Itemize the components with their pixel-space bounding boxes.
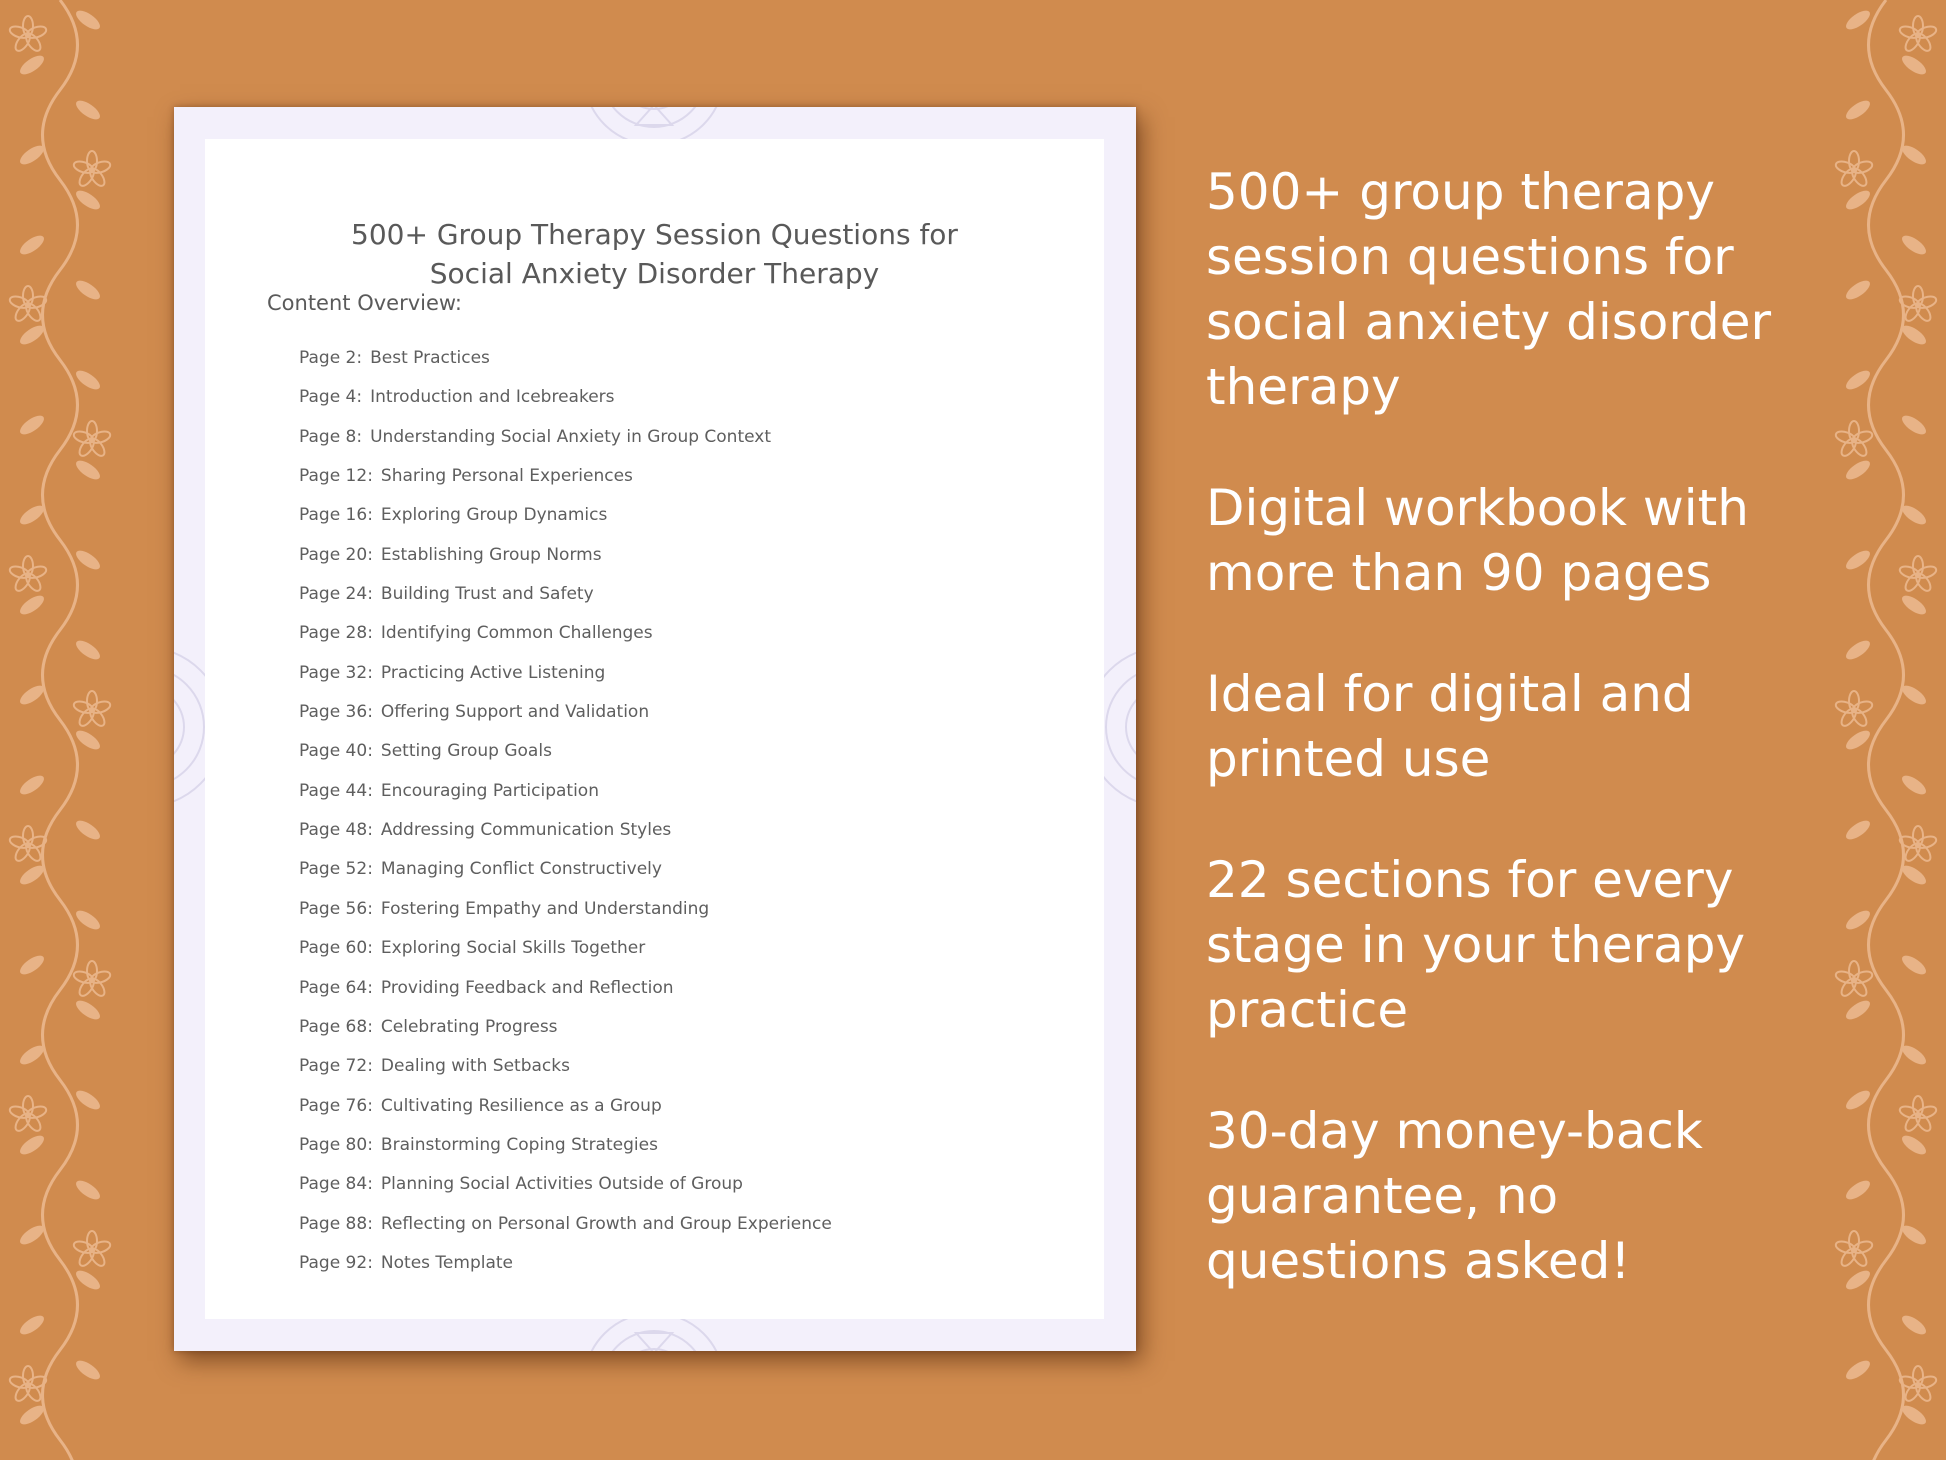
toc-section-title: Fostering Empathy and Understanding (380, 898, 710, 919)
toc-section-title: Introduction and Icebreakers (370, 387, 615, 408)
document-page (205, 139, 1104, 1319)
content-overview-heading: Content Overview: (267, 291, 462, 315)
toc-section-title: Addressing Communication Styles (380, 820, 672, 841)
toc-page-number: Page 92: (299, 1252, 373, 1273)
toc-section-title: Establishing Group Norms (380, 544, 602, 565)
toc-entry (299, 1250, 832, 1289)
toc-entry (299, 699, 832, 738)
feature-usage: Ideal for digital and printed use (1206, 665, 1694, 788)
toc-page-number: Page 52: (299, 859, 373, 880)
toc-page-number: Page 64: (299, 977, 373, 998)
toc-section-title: Understanding Social Anxiety in Group Context (370, 426, 772, 447)
toc-entry (299, 896, 832, 935)
toc-page-number: Page 36: (299, 702, 373, 723)
toc-entry (299, 1014, 832, 1053)
toc-page-number: Page 4: (299, 387, 363, 408)
toc-page-number: Page 76: (299, 1095, 373, 1116)
feature-questions: 500+ group therapy session questions for social anxiety disorder therapy (1206, 163, 1772, 416)
toc-section-title: Dealing with Setbacks (380, 1056, 570, 1077)
toc-page-number: Page 68: (299, 1016, 373, 1037)
toc-entry (299, 1132, 832, 1171)
toc-entry (299, 345, 832, 384)
toc-entry (299, 542, 832, 581)
toc-entry (299, 620, 832, 659)
toc-entry (299, 1211, 832, 1250)
toc-entry (299, 738, 832, 777)
table-of-contents (299, 345, 832, 1289)
toc-section-title: Practicing Active Listening (380, 662, 606, 683)
feature-guarantee: 30-day money-back guarantee, no questions asked! (1206, 1102, 1703, 1290)
toc-page-number: Page 56: (299, 898, 373, 919)
toc-page-number: Page 24: (299, 584, 373, 605)
toc-entry (299, 778, 832, 817)
toc-section-title: Identifying Common Challenges (380, 623, 653, 644)
toc-page-number: Page 32: (299, 662, 373, 683)
toc-page-number: Page 60: (299, 938, 373, 959)
toc-page-number: Page 20: (299, 544, 373, 565)
toc-page-number: Page 44: (299, 780, 373, 801)
toc-entry (299, 1093, 832, 1132)
toc-entry (299, 975, 832, 1014)
toc-page-number: Page 2: (299, 348, 363, 368)
toc-section-title: Exploring Group Dynamics (380, 505, 608, 526)
toc-entry (299, 856, 832, 895)
toc-page-number: Page 40: (299, 741, 373, 762)
toc-page-number: Page 8: (299, 426, 363, 447)
document-title-line2: Social Anxiety Disorder Therapy (429, 257, 880, 290)
toc-section-title: Offering Support and Validation (380, 702, 650, 723)
toc-page-number: Page 84: (299, 1174, 373, 1195)
toc-entry (299, 817, 832, 856)
toc-section-title: Setting Group Goals (380, 741, 552, 762)
feature-sections: 22 sections for every stage in your therapy practice (1206, 851, 1746, 1039)
toc-entry (299, 1053, 832, 1092)
toc-section-title: Reflecting on Personal Growth and Group Experience (380, 1213, 832, 1234)
toc-entry (299, 463, 832, 502)
toc-entry (299, 581, 832, 620)
document-title-line1: 500+ Group Therapy Session Questions for (351, 218, 958, 251)
toc-section-title: Celebrating Progress (380, 1016, 558, 1037)
toc-section-title: Notes Template (380, 1252, 513, 1273)
toc-section-title: Exploring Social Skills Together (380, 938, 646, 959)
toc-section-title: Best Practices (370, 348, 490, 368)
toc-entry (299, 1171, 832, 1210)
feature-page-count: Digital workbook with more than 90 pages (1206, 479, 1749, 602)
feature-list (1206, 160, 1806, 1350)
document-title (205, 215, 1104, 293)
toc-section-title: Encouraging Participation (380, 780, 599, 801)
toc-entry (299, 660, 832, 699)
floral-vine-right (1816, 0, 1946, 1460)
toc-page-number: Page 28: (299, 623, 373, 644)
toc-page-number: Page 16: (299, 505, 373, 526)
toc-section-title: Building Trust and Safety (380, 584, 594, 605)
toc-entry (299, 502, 832, 541)
toc-section-title: Providing Feedback and Reflection (380, 977, 674, 998)
floral-vine-left (0, 0, 130, 1460)
toc-section-title: Cultivating Resilience as a Group (380, 1095, 662, 1116)
toc-page-number: Page 88: (299, 1213, 373, 1234)
toc-page-number: Page 80: (299, 1134, 373, 1155)
toc-section-title: Brainstorming Coping Strategies (380, 1134, 658, 1155)
toc-section-title: Sharing Personal Experiences (380, 466, 633, 487)
toc-section-title: Planning Social Activities Outside of Group (380, 1174, 743, 1195)
toc-page-number: Page 48: (299, 820, 373, 841)
toc-section-title: Managing Conflict Constructively (380, 859, 662, 880)
document-preview (174, 107, 1136, 1351)
toc-entry (299, 424, 832, 463)
toc-page-number: Page 72: (299, 1056, 373, 1077)
toc-entry (299, 384, 832, 423)
toc-entry (299, 935, 832, 974)
toc-page-number: Page 12: (299, 466, 373, 487)
